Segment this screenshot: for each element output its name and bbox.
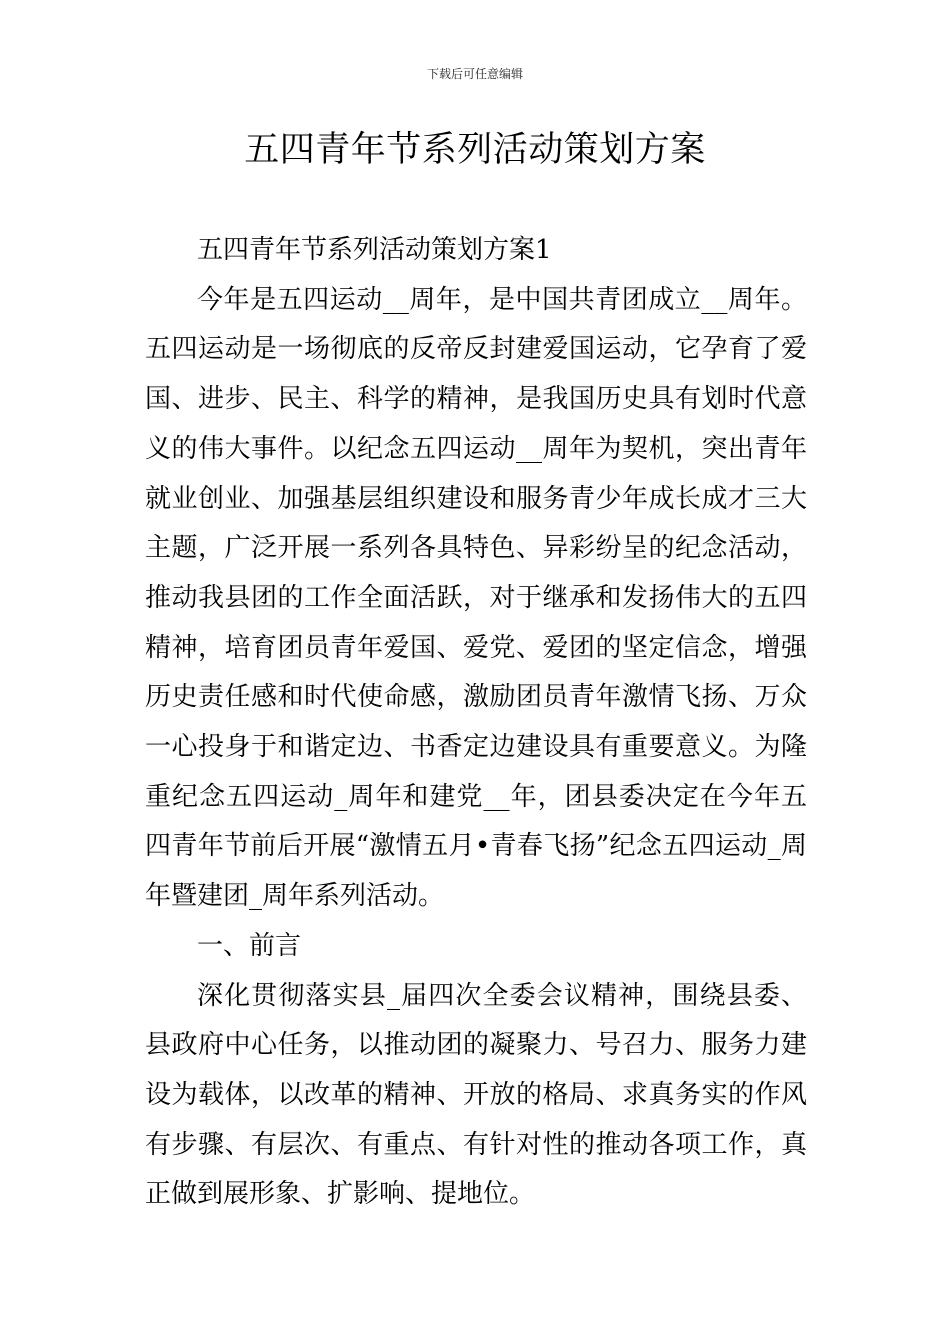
preface-paragraph: 深化贯彻落实县_届四次全委会议精神，围绕县委、县政府中心任务，以推动团的凝聚力、号召力、服务力建设为载体，以改革的精神、开放的格局、求真务实的作风有步骤、有层次、有重点、有针对性的推动各项工作，真正做到展形象、扩影响、提地位。: [145, 980, 807, 1210]
section-heading: 一、前言: [197, 930, 302, 961]
document-title: 五四青年节系列活动策划方案: [244, 130, 706, 170]
header-note: 下载后可任意编辑: [426, 67, 523, 81]
subtitle-line: 五四青年节系列活动策划方案1: [197, 235, 552, 265]
intro-paragraph: 今年是五四运动__周年，是中国共青团成立__周年。五四运动是一场彻底的反帝反封建爱国运动，它孕育了爱国、进步、民主、科学的精神，是我国历史具有划时代意义的伟大事件。以纪念五四运动__周年为契机，突出青年就业创业、加强基层组织建设和服务青少年成长成才三大主题，广泛开展一系列各具特色、异彩纷呈的纪念活动，推动我县团的工作全面活跃，对于继承和发扬伟大的五四精神，培育团员青年爱国、爱党、爱团的坚定信念，增强历史责任感和时代使命感，激励团员青年激情飞扬、万众一心投身于和谐定边、书香定边建设具有重要意义。为隆重纪念五四运动_周年和建党__年，团县委决定在今年五四青年节前后开展“激情五月•青春飞扬”纪念五四运动_周年暨建团_周年系列活动。: [145, 284, 807, 912]
document-body: [145, 226, 807, 1220]
